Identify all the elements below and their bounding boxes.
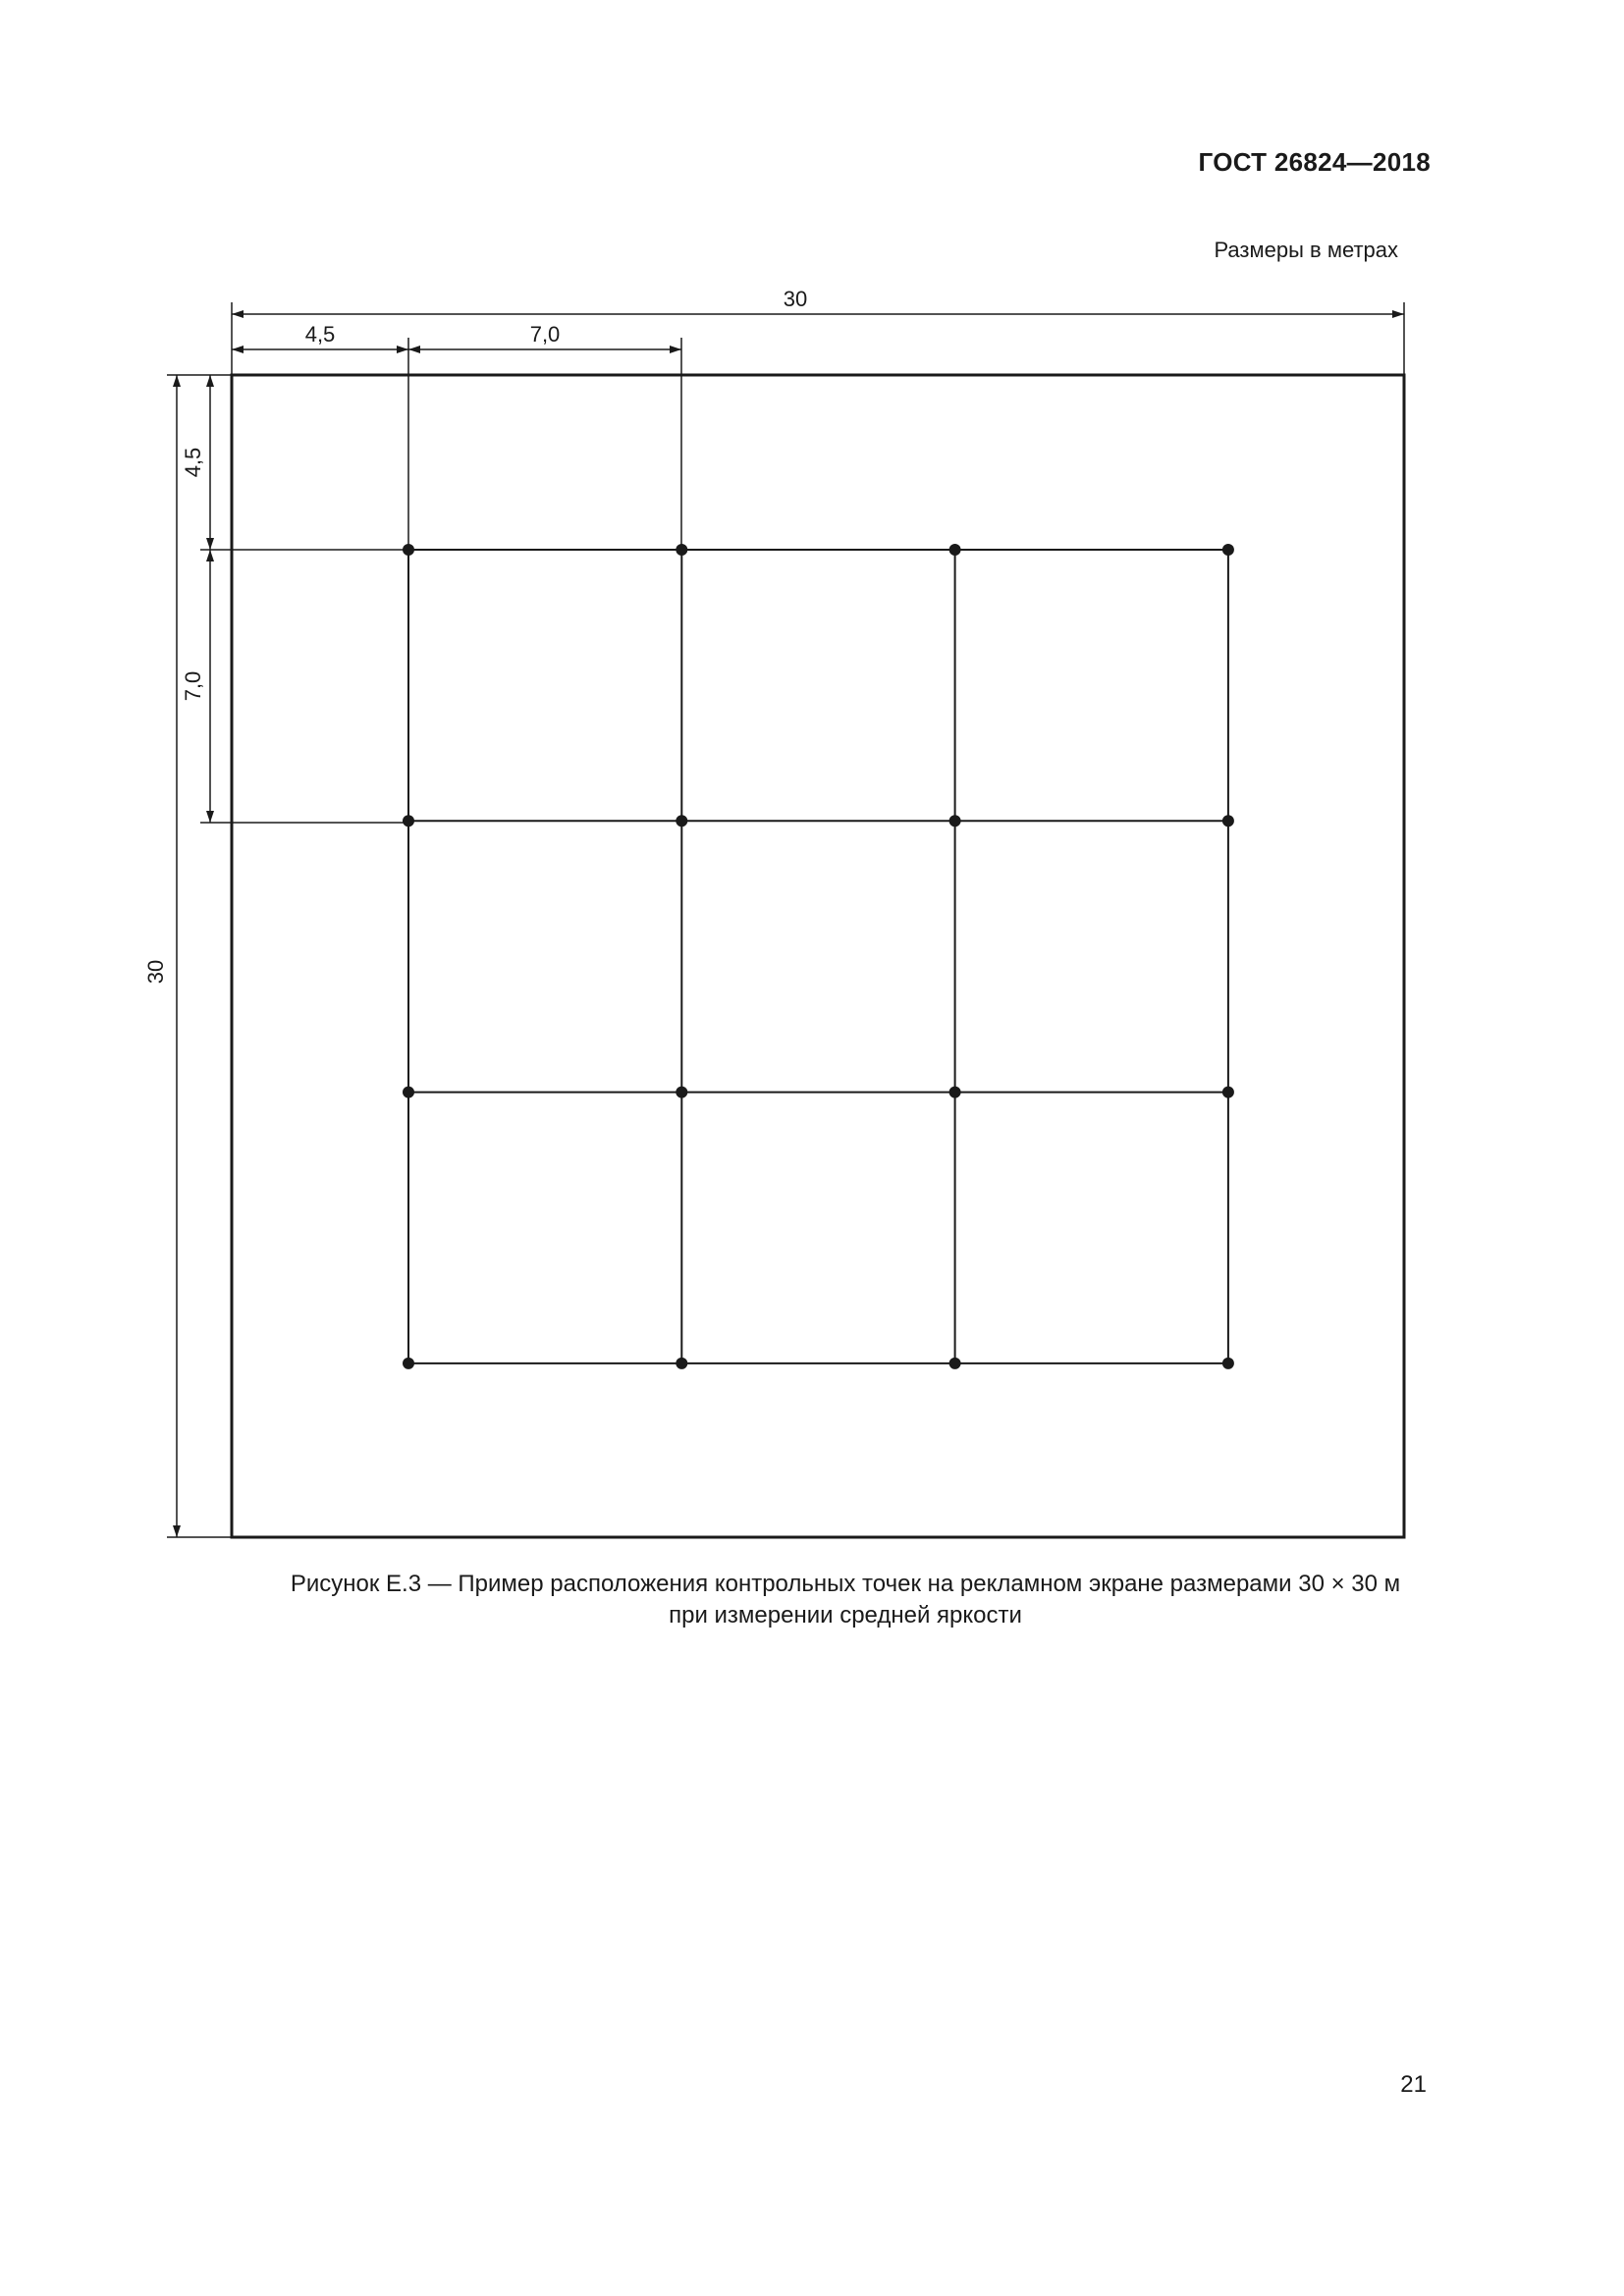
dimension-label-height: 30 (143, 959, 168, 985)
control-point-r2-c3 (949, 815, 961, 827)
page-number: 21 (1400, 2071, 1427, 2098)
control-point-r4-c4 (1222, 1358, 1234, 1369)
control-point-r4-c2 (676, 1358, 687, 1369)
control-point-r1-c4 (1222, 544, 1234, 556)
figure-caption (0, 1569, 1624, 1631)
units-note: Размеры в метрах (1214, 238, 1398, 262)
dimension-label-x-spacing: 7,0 (529, 322, 561, 347)
dimension-label-y-offset: 4,5 (181, 447, 205, 478)
control-point-grid (403, 544, 1234, 1369)
control-point-r2-c1 (403, 815, 414, 827)
control-point-r4-c3 (949, 1358, 961, 1369)
control-point-r2-c2 (676, 815, 687, 827)
figure-caption-line-1: Рисунок Е.3 — Пример расположения контрольных точек на рекламном экране размерами 30 × 30 м (290, 1571, 1401, 1597)
control-point-r1-c3 (949, 544, 961, 556)
control-point-r3-c1 (403, 1087, 414, 1098)
control-point-r1-c2 (676, 544, 687, 556)
control-point-r3-c4 (1222, 1087, 1234, 1098)
dimension-label-width: 30 (783, 287, 808, 311)
control-point-r2-c4 (1222, 815, 1234, 827)
dimension-label-y-spacing: 7,0 (181, 670, 205, 702)
document-standard-id: ГОСТ 26824—2018 (1198, 147, 1431, 177)
figure-caption-line-2: при измерении средней яркости (669, 1602, 1022, 1629)
control-point-r3-c3 (949, 1087, 961, 1098)
control-point-r3-c2 (676, 1087, 687, 1098)
control-point-r1-c1 (403, 544, 414, 556)
control-point-r4-c1 (403, 1358, 414, 1369)
dimension-label-x-offset: 4,5 (304, 322, 336, 347)
